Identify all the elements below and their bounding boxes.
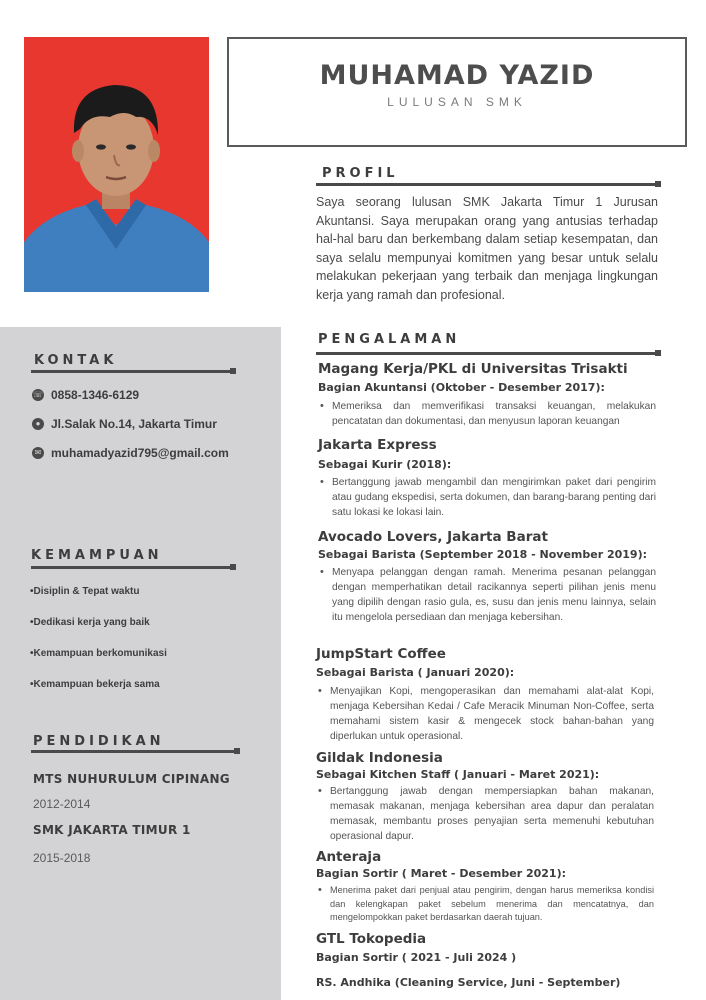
email-text: muhamadyazid795@gmail.com <box>51 446 229 460</box>
pengalaman-divider <box>316 352 656 355</box>
job-subtitle: LULUSAN SMK <box>387 95 527 109</box>
job-role: Sebagai Barista (September 2018 - November 2019): <box>318 548 648 561</box>
job-role: Sebagai Barista ( Januari 2020): <box>316 666 515 679</box>
kontak-divider <box>31 370 231 373</box>
job-role: Sebagai Kitchen Staff ( Januari - Maret 2021): <box>316 768 600 781</box>
contact-email <box>32 446 229 460</box>
job-role: RS. Andhika (Cleaning Service, Juni - September) <box>316 976 621 989</box>
job-title: Jakarta Express <box>318 437 437 453</box>
profil-text: Saya seorang lulusan SMK Jakarta Timur 1 Jurusan Akuntansi. Saya merupakan orang yang antusias terhadap hal-hal baru dan berkembang dalam setiap kesempatan, dan saya selalu mempunyai komitmen yang besar untuk selalu melakukan pekerjaan yang terbaik dan menjaga lingkungan kerja yang ramah dan profesional. <box>316 195 658 302</box>
job-role: Bagian Akuntansi (Oktober - Desember 2017): <box>318 381 605 394</box>
email-icon: ✉ <box>32 447 44 459</box>
job-role: Bagian Sortir ( Maret - Desember 2021): <box>316 867 567 880</box>
phone-text: 0858-1346-6129 <box>51 388 140 402</box>
profil-divider <box>316 183 656 186</box>
profil-heading: PROFIL <box>322 166 399 181</box>
pengalaman-heading: PENGALAMAN <box>318 332 461 347</box>
job-title: Anteraja <box>316 849 382 865</box>
job-description: • Bertanggung jawab mengambil dan mengirimkan paket dari pengirim atau gudang ekspedisi, serta dokumen, dan barang-barang penting dari satu lokasi ke lokasi lain. <box>318 475 656 520</box>
job-description: • Menerima paket dari penjual atau pengirim, dengan harus memeriksa kondisi dan kelengkapan paket sebelum menerima dan mencatatnya, dan mengelompokkan paket berdasarkan daerah tujuan. <box>316 884 654 925</box>
contact-address <box>32 417 217 431</box>
address-text: Jl.Salak No.14, Jakarta Timur <box>51 417 217 431</box>
skill-item: •Kemampuan berkomunikasi <box>30 648 167 659</box>
edu-school: MTS NUHURULUM CIPINANG <box>33 772 230 786</box>
job-role: Bagian Sortir ( 2021 - Juli 2024 ) <box>316 951 517 964</box>
job-title: Avocado Lovers, Jakarta Barat <box>318 529 548 545</box>
job-title: JumpStart Coffee <box>316 646 446 662</box>
skill-item: •Dedikasi kerja yang baik <box>30 617 150 628</box>
job-description: • Menyajikan Kopi, mengoperasikan dan memahami alat-alat Kopi, menjaga Kebersihan Kedai / Cafe Meracik Minuman Non-Coffee, serta memahami sistem kasir & mengecek stock bahan-bahan yang diperlukan untuk operasional. <box>316 684 654 744</box>
job-description: • Bertanggung jawab dengan mempersiapkan bahan makanan, memasak makanan, menjaga kebersihan area dapur dan peralatan memasak, membantu proses penyajian serta memenuhi kebutuhan operasional dapur. <box>316 784 654 844</box>
edu-year: 2015-2018 <box>33 851 91 865</box>
kemampuan-heading: KEMAMPUAN <box>31 548 163 563</box>
kontak-heading: KONTAK <box>34 353 118 368</box>
name-header-box <box>227 37 687 147</box>
job-title: Gildak Indonesia <box>316 750 443 766</box>
kemampuan-divider <box>31 566 231 569</box>
pendidikan-divider <box>31 750 235 753</box>
full-name: MUHAMAD YAZID <box>319 60 595 91</box>
job-title: Magang Kerja/PKL di Universitas Trisakti <box>318 361 628 377</box>
contact-phone <box>32 388 139 402</box>
edu-year: 2012-2014 <box>33 797 91 811</box>
job-title: GTL Tokopedia <box>316 931 427 947</box>
skill-item: •Disiplin & Tepat waktu <box>30 586 140 597</box>
skill-item: •Kemampuan bekerja sama <box>30 679 160 690</box>
job-description: • Memeriksa dan memverifikasi transaksi keuangan, melakukan pencatatan dan dokumentasi, dan menyusun laporan keuangan <box>318 399 656 429</box>
location-pin-icon: ● <box>32 418 44 430</box>
phone-icon: ☏ <box>32 390 43 399</box>
person-portrait-illustration <box>24 37 209 292</box>
job-description: • Menyapa pelanggan dengan ramah. Menerima pesanan pelanggan dengan memperhatikan detail racikannya seperti pilihan jenis menu yang dipilih dengan rasio gula, es, susu dan jenis menu lainnya, selain itu mengelola persediaan dan menjaga kebersihan. <box>318 565 656 625</box>
edu-school: SMK JAKARTA TIMUR 1 <box>33 823 191 837</box>
job-role: Sebagai Kurir (2018): <box>318 458 452 471</box>
profile-photo <box>24 37 209 292</box>
pendidikan-heading: PENDIDIKAN <box>33 734 165 749</box>
